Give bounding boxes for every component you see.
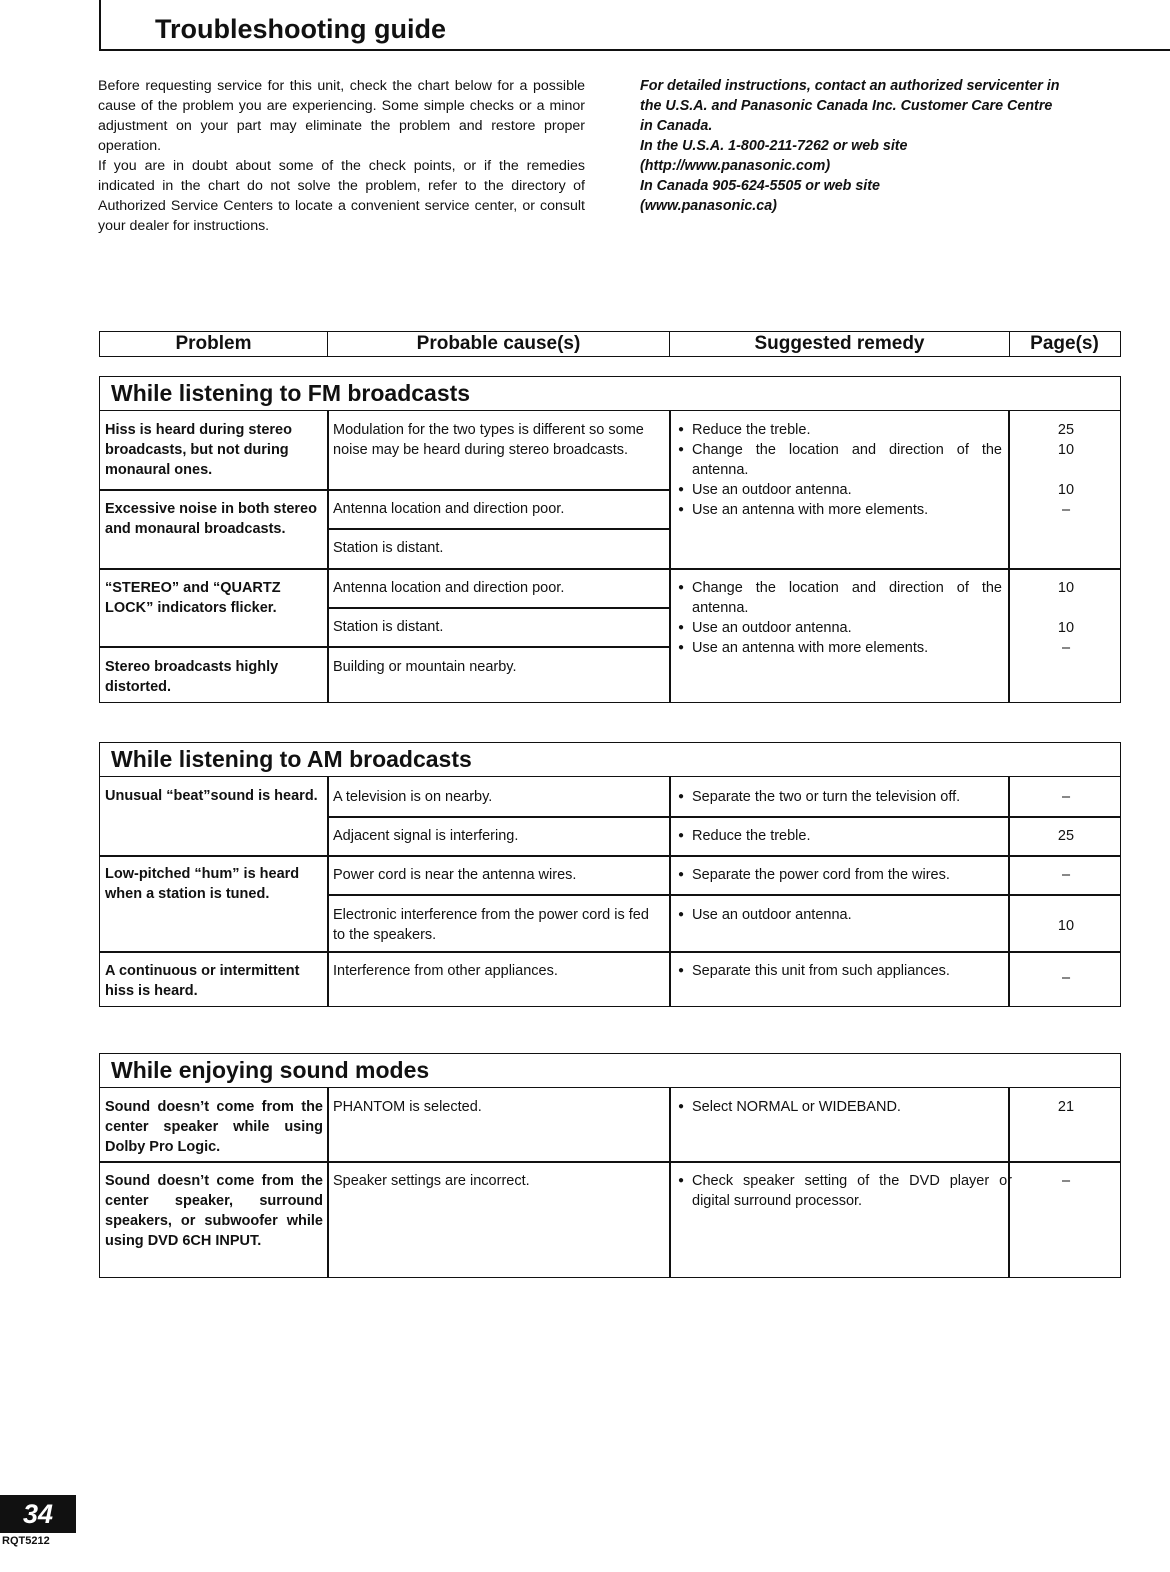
column-divider (327, 410, 329, 702)
column-header-remedy: Suggested remedy (670, 332, 1010, 356)
header-bottom-rule (99, 49, 1170, 51)
remedy-item: ● Change the location and direction of the antenna. (678, 440, 1002, 480)
page-ref: 25 (1057, 828, 1075, 844)
problem-cell: A continuous or intermittent hiss is heard. (105, 963, 300, 999)
page-ref: – (1061, 640, 1071, 656)
remedy-item: ● Select NORMAL or WIDEBAND. (678, 1097, 1012, 1117)
cause-cell: Station is distant. (333, 540, 444, 556)
section-title: While listening to AM broadcasts (111, 746, 472, 772)
problem-cell: Hiss is heard during stereo broadcasts, but not during monaural ones. (105, 422, 292, 478)
problem-cell: Sound doesn’t come from the center speaker, surround speakers, or subwoofer while using DVD 6CH INPUT. (105, 1173, 323, 1249)
problem-cell: Stereo broadcasts highly distorted. (105, 659, 279, 695)
remedy-item: ● Use an outdoor antenna. (678, 618, 1002, 638)
contact-line: (www.panasonic.ca) (640, 198, 777, 214)
page-ref: 25 (1057, 422, 1075, 438)
page-ref: – (1061, 1173, 1071, 1189)
remedy-item: ● Reduce the treble. (678, 420, 1002, 440)
page-title: Troubleshooting guide (155, 14, 446, 44)
document-code: RQT5212 (2, 1535, 50, 1547)
column-divider (327, 1087, 329, 1277)
problem-cell: Sound doesn’t come from the center speaker while using Dolby Pro Logic. (105, 1099, 323, 1155)
page-ref: 10 (1057, 580, 1075, 596)
column-divider (669, 410, 671, 702)
intro-paragraph-1: Before requesting service for this unit, check the chart below for a possible cause of the problem you are experiencing. Some simple checks or a minor adjustment on your part may eliminate the problem and restore proper operation. (98, 78, 585, 154)
cause-cell: Power cord is near the antenna wires. (333, 867, 577, 883)
row-divider (328, 528, 670, 530)
page-ref: 21 (1057, 1099, 1075, 1115)
cause-cell: A television is on nearby. (333, 789, 493, 805)
contact-line: in Canada. (640, 118, 713, 134)
intro-left-text (98, 76, 585, 236)
problem-cell: Excessive noise in both stereo and monaural broadcasts. (105, 501, 317, 537)
cause-cell: Antenna location and direction poor. (333, 580, 565, 596)
row-divider (100, 855, 1121, 857)
remedy-item: ● Check speaker setting of the DVD player or digital surround processor. (678, 1171, 1012, 1211)
intro-paragraph-2: If you are in doubt about some of the check points, or if the remedies indicated in the chart do not solve the problem, refer to the directory of Authorized Service Centers to locate a convenient service center, or consult your dealer for instructions. (98, 158, 585, 234)
page-ref: – (1061, 502, 1071, 518)
problem-cell: “STEREO” and “QUARTZ LOCK” indicators flicker. (105, 580, 281, 616)
problem-cell: Low-pitched “hum” is heard when a station is tuned. (105, 866, 300, 902)
cause-cell: PHANTOM is selected. (333, 1099, 482, 1115)
page-ref: 10 (1057, 620, 1075, 636)
row-divider (100, 951, 1121, 953)
cause-cell: Electronic interference from the power cord is fed to the speakers. (333, 907, 649, 943)
contact-line: the U.S.A. and Panasonic Canada Inc. Customer Care Centre (640, 98, 1053, 114)
row-divider (328, 607, 670, 609)
row-divider (100, 1161, 1121, 1163)
column-header-pages: Page(s) (1030, 333, 1099, 354)
column-divider (327, 776, 329, 1006)
fm-section (99, 376, 1121, 703)
page-ref: – (1061, 970, 1071, 986)
row-divider (328, 816, 1121, 818)
section-title: While enjoying sound modes (111, 1057, 430, 1083)
remedy-item: ● Use an outdoor antenna. (678, 480, 1002, 500)
page-ref: 10 (1057, 918, 1075, 934)
row-divider (100, 489, 670, 491)
cause-cell: Speaker settings are incorrect. (333, 1173, 530, 1189)
header-left-rule (99, 0, 101, 50)
contact-line: For detailed instructions, contact an authorized servicenter in (640, 78, 1060, 94)
page-number: 34 (0, 1495, 76, 1533)
row-divider (328, 894, 1121, 896)
section-title-rule (100, 1087, 1120, 1088)
page-ref: 10 (1057, 442, 1075, 458)
problem-cell: Unusual “beat”sound is heard. (105, 788, 318, 804)
contact-line: In the U.S.A. 1-800-211-7262 or web site (640, 138, 908, 154)
column-header-row (99, 331, 1121, 357)
service-contact-info (640, 76, 1130, 216)
cause-cell: Interference from other appliances. (333, 963, 558, 979)
section-title: While listening to FM broadcasts (111, 380, 471, 406)
column-divider (669, 776, 671, 1006)
remedy-item: ● Separate the power cord from the wires. (678, 865, 1012, 885)
remedy-item: ● Use an antenna with more elements. (678, 638, 1002, 658)
column-divider (669, 1087, 671, 1277)
section-title-rule (100, 776, 1120, 777)
remedy-item: ● Separate this unit from such appliances. (678, 961, 1012, 981)
sound-modes-section (99, 1053, 1121, 1278)
contact-line: In Canada 905-624-5505 or web site (640, 178, 880, 194)
row-divider (100, 646, 670, 648)
page-ref: – (1061, 789, 1071, 805)
cause-cell: Adjacent signal is interfering. (333, 828, 519, 844)
column-header-problem: Problem (100, 332, 328, 356)
cause-cell: Modulation for the two types is different so some noise may be heard during stereo broadcasts. (333, 422, 644, 458)
cause-cell: Station is distant. (333, 619, 444, 635)
page-ref: 10 (1057, 482, 1075, 498)
cause-cell: Building or mountain nearby. (333, 659, 517, 675)
remedy-item: ● Reduce the treble. (678, 826, 1012, 846)
contact-line: (http://www.panasonic.com) (640, 158, 831, 174)
cause-cell: Antenna location and direction poor. (333, 501, 565, 517)
section-title-rule (100, 410, 1120, 411)
am-section (99, 742, 1121, 1007)
column-header-cause: Probable cause(s) (328, 332, 670, 356)
row-divider (100, 568, 1121, 570)
remedy-item: ● Use an outdoor antenna. (678, 905, 1012, 925)
page-ref: – (1061, 867, 1071, 883)
remedy-item: ● Separate the two or turn the television off. (678, 787, 1012, 807)
remedy-item: ● Change the location and direction of the antenna. (678, 578, 1002, 618)
remedy-item: ● Use an antenna with more elements. (678, 500, 1002, 520)
